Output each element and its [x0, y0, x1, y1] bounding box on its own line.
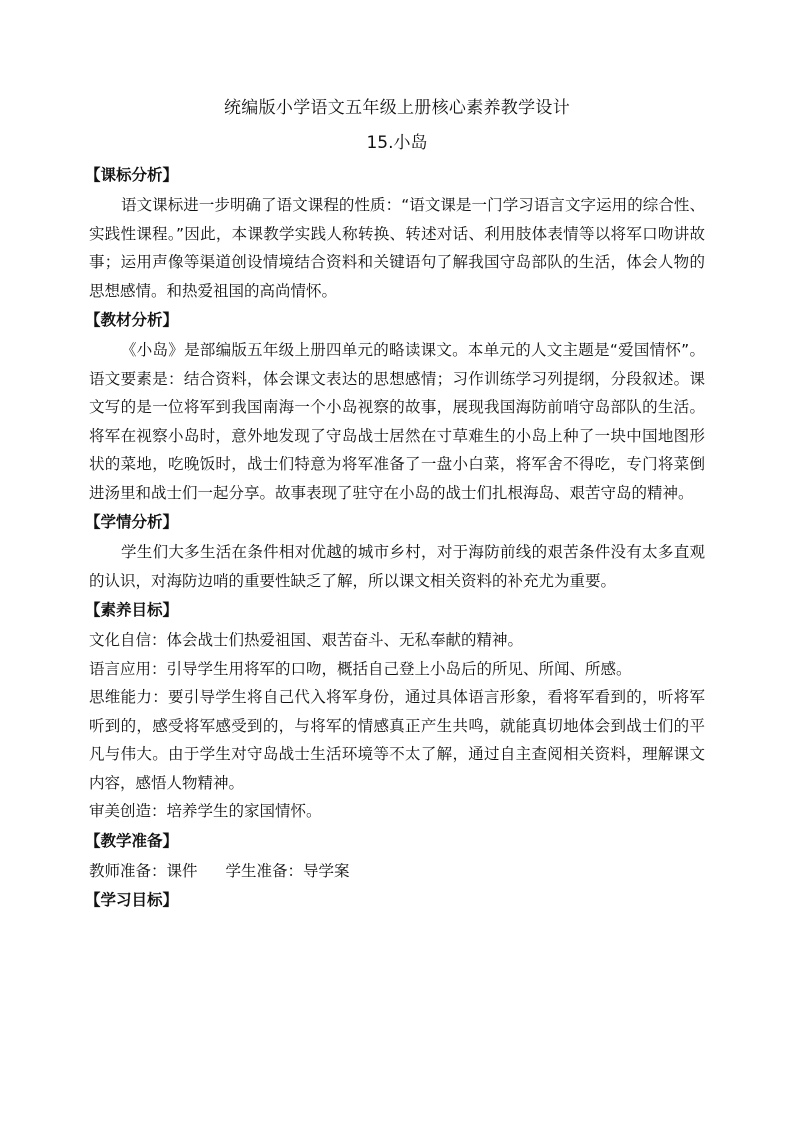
section-heading-learning-goals: 【学习目标】 [85, 891, 179, 909]
section-heading-learner: 【学情分析】 [85, 513, 179, 531]
section-heading-textbook: 【教材分析】 [85, 311, 179, 329]
curriculum-analysis-text: 语文课标进一步明确了语文课程的性质：“语文课是一门学习语言文字运用的综合性、实践性课程。”因此，本课教学实践人称转换、转述对话、利用肢体表情等以将军口吻讲故事；运用声像等渠道创设情境结合资料和关键语句了解我国守岛部队的生活，体会人物的思想感情。和热爱祖国的高尚情怀。 [89, 196, 705, 300]
textbook-analysis-text: 《小岛》是部编版五年级上册四单元的略读课文。本单元的人文主题是“爱国情怀”。语文要素是：结合资料，体会课文表达的思想感情；习作训练学习列提纲，分段叙述。课文写的是一位将军到我国南海一个小岛视察的故事，展现我国海防前哨守岛部队的生活。将军在视察小岛时，意外地发现了守岛战士居然在寸草难生的小岛上种了一块中国地图形状的菜地，吃晚饭时，战士们特意为将军准备了一盘小白菜，将军舍不得吃，专门将菜倒进汤里和战士们一起分享。故事表现了驻守在小岛的战士们扎根海岛、艰苦守岛的精神。 [89, 341, 705, 502]
section-heading-literacy-goals: 【素养目标】 [85, 601, 179, 619]
student-preparation: 学生准备：导学案 [225, 861, 350, 880]
document-content [85, 96, 705, 916]
section-heading-curriculum: 【课标分析】 [85, 166, 179, 184]
section-heading-preparation: 【教学准备】 [85, 831, 179, 850]
preparation-line [89, 857, 705, 886]
document-title: 统编版小学语文五年级上册核心素养教学设计 [224, 98, 570, 118]
literacy-goal-item: 语言应用：引导学生用将军的口吻，概括自己登上小岛后的所见、所闻、所感。 [89, 659, 632, 678]
literacy-goal-item: 思维能力：要引导学生将自己代入将军身份，通过具体语言形象，看将军看到的，听将军听到的，感受将军感受到的，与将军的情感真正产生共鸣，就能真切地体会到战士们的平凡与伟大。由于学生对守岛战士生活环境等不太了解，通过自主查阅相关资料，理解课文内容，感悟人物精神。 [89, 688, 705, 792]
literacy-goal-item: 文化自信：体会战士们热爱祖国、艰苦奋斗、无私奉献的精神。 [89, 631, 524, 649]
learner-analysis-text: 学生们大多生活在条件相对优越的城市乡村，对于海防前线的艰苦条件没有太多直观的认识，对海防边哨的重要性缺乏了解，所以课文相关资料的补充尤为重要。 [89, 543, 705, 590]
lesson-title: 15.小岛 [366, 133, 428, 153]
teacher-preparation: 教师准备：课件 [89, 861, 198, 880]
literacy-goal-item: 审美创造：培养学生的家国情怀。 [89, 802, 322, 820]
